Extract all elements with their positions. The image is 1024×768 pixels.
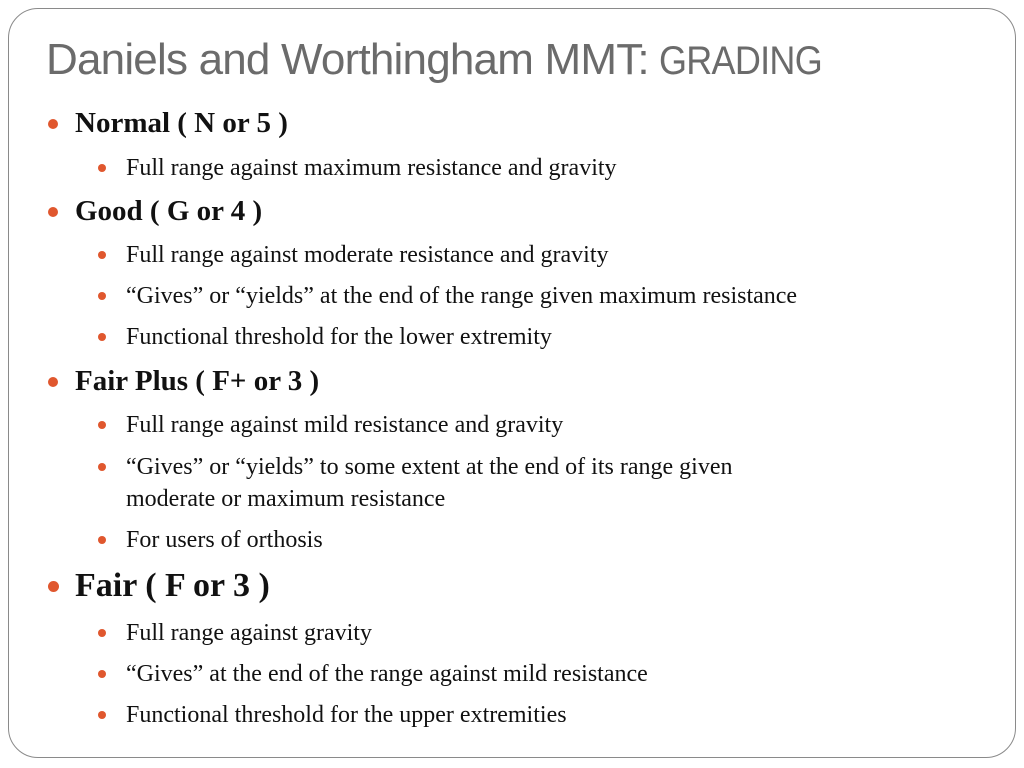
- bullet-dot-icon: [98, 164, 106, 172]
- grade-criterion: [98, 280, 797, 312]
- criterion-text: Full range against gravity: [126, 620, 372, 646]
- grade-label: Good ( G or 4 ): [75, 195, 263, 227]
- criterion-text: “Gives” or “yields” to some extent at the end of its range given: [126, 454, 733, 480]
- grade-criterion: [98, 321, 552, 353]
- bullet-dot-icon: [48, 377, 58, 387]
- bullet-dot-icon: [48, 207, 58, 217]
- criterion-text: Full range against moderate resistance and gravity: [126, 242, 609, 268]
- criterion-text-continued: moderate or maximum resistance: [126, 486, 446, 512]
- criterion-text: Functional threshold for the lower extremity: [126, 324, 552, 350]
- criterion-text: Functional threshold for the upper extremities: [126, 702, 567, 728]
- bullet-dot-icon: [98, 251, 106, 259]
- bullet-dot-icon: [98, 629, 106, 637]
- criterion-text: Full range against mild resistance and gravity: [126, 412, 564, 438]
- slide-title: [46, 30, 840, 91]
- grade-criterion: [98, 699, 567, 731]
- bullet-dot-icon: [98, 292, 106, 300]
- criterion-text: “Gives” or “yields” at the end of the range given maximum resistance: [126, 283, 798, 309]
- slide-title-main: Daniels and Worthingham MMT:: [46, 35, 649, 84]
- grade-fair: [48, 566, 270, 606]
- grade-criterion: [98, 409, 563, 441]
- bullet-dot-icon: [98, 670, 106, 678]
- slide-title-sub: GRADING: [658, 39, 822, 83]
- grade-label: Fair Plus ( F+ or 3 ): [75, 365, 320, 397]
- grade-fair-plus: [48, 364, 319, 398]
- bullet-dot-icon: [98, 421, 106, 429]
- grade-label: Normal ( N or 5 ): [75, 107, 288, 139]
- bullet-dot-icon: [98, 711, 106, 719]
- grade-criterion: [98, 617, 372, 649]
- bullet-dot-icon: [48, 581, 59, 592]
- grade-normal: [48, 106, 288, 140]
- bullet-dot-icon: [98, 463, 106, 471]
- grade-good: [48, 194, 262, 228]
- grade-criterion: [98, 152, 617, 184]
- grade-criterion: [98, 451, 732, 515]
- grade-label: Fair ( F or 3 ): [75, 567, 270, 604]
- criterion-text: For users of orthosis: [126, 527, 323, 553]
- criterion-text: Full range against maximum resistance and gravity: [126, 155, 617, 181]
- grade-criterion: [98, 658, 648, 690]
- bullet-dot-icon: [98, 333, 106, 341]
- criterion-text: “Gives” at the end of the range against mild resistance: [126, 661, 648, 687]
- bullet-dot-icon: [48, 119, 58, 129]
- grade-criterion: [98, 524, 323, 556]
- bullet-dot-icon: [98, 536, 106, 544]
- grade-criterion: [98, 239, 609, 271]
